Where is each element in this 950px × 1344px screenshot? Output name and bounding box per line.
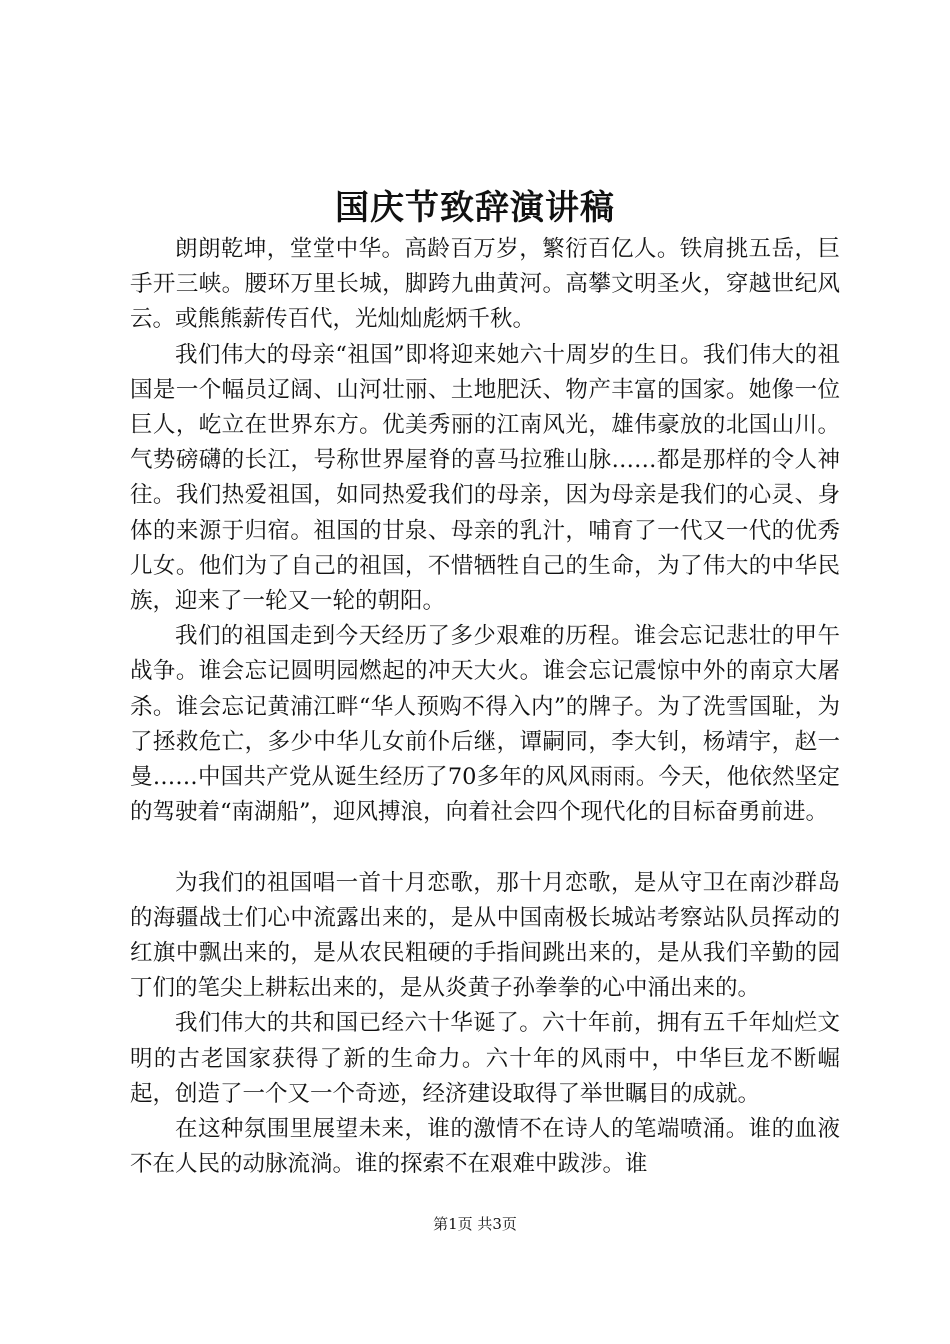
paragraph-4: 为我们的祖国唱一首十月恋歌，那十月恋歌，是从守卫在南沙群岛的海疆战士们心中流露出来的，是从中国南极长城站考察站队员挥动的红旗中飘出来的，是从农民粗硬的手指间跳出来的，是从我们辛勤的园丁们的笔尖上耕耘出来的，是从炎黄子孙拳拳的心中涌出来的。 xyxy=(130,869,840,1002)
page-footer: 第1页 共3页 xyxy=(433,1215,517,1233)
document-title: 国庆节致辞演讲稿 xyxy=(335,188,615,228)
paragraph-2: 我们伟大的母亲“祖国”即将迎来她六十周岁的生日。我们伟大的祖国是一个幅员辽阔、山河壮丽、土地肥沃、物产丰富的国家。她像一位巨人，屹立在世界东方。优美秀丽的江南风光，雄伟豪放的北国山川。气势磅礴的长江，号称世界屋脊的喜马拉雅山脉……都是那样的令人神往。我们热爱祖国，如同热爱我们的母亲，因为母亲是我们的心灵、身体的来源于归宿。祖国的甘泉、母亲的乳汁，哺育了一代又一代的优秀儿女。他们为了自己的祖国，不惜牺牲自己的生命，为了伟大的中华民族，迎来了一轮又一轮的朝阳。 xyxy=(130,341,840,615)
paragraph-spacer xyxy=(130,830,840,865)
paragraph-5: 我们伟大的共和国已经六十华诞了。六十年前，拥有五千年灿烂文明的古老国家获得了新的生命力。六十年的风雨中，中华巨龙不断崛起，创造了一个又一个奇迹，经济建设取得了举世瞩目的成就。 xyxy=(130,1010,840,1107)
document-body xyxy=(130,232,840,1182)
paragraph-1: 朗朗乾坤，堂堂中华。高龄百万岁，繁衍百亿人。铁肩挑五岳，巨手开三峡。腰环万里长城，脚跨九曲黄河。高攀文明圣火，穿越世纪风云。或熊熊薪传百代，光灿灿彪炳千秋。 xyxy=(130,236,840,333)
paragraph-3: 我们的祖国走到今天经历了多少艰难的历程。谁会忘记悲壮的甲午战争。谁会忘记圆明园燃起的冲天大火。谁会忘记震惊中外的南京大屠杀。谁会忘记黄浦江畔“华人预购不得入内”的牌子。为了洗雪国耻，为了拯救危亡，多少中华儿女前仆后继，谭嗣同，李大钊，杨靖宇，赵一曼……中国共产党从诞生经历了70多年的风风雨雨。今天，他依然坚定的驾驶着“南湖船”，迎风搏浪，向着社会四个现代化的目标奋勇前进。 xyxy=(130,623,840,826)
paragraph-6: 在这种氛围里展望未来，谁的激情不在诗人的笔端喷涌。谁的血液不在人民的动脉流淌。谁的探索不在艰难中跋涉。谁 xyxy=(130,1116,840,1178)
